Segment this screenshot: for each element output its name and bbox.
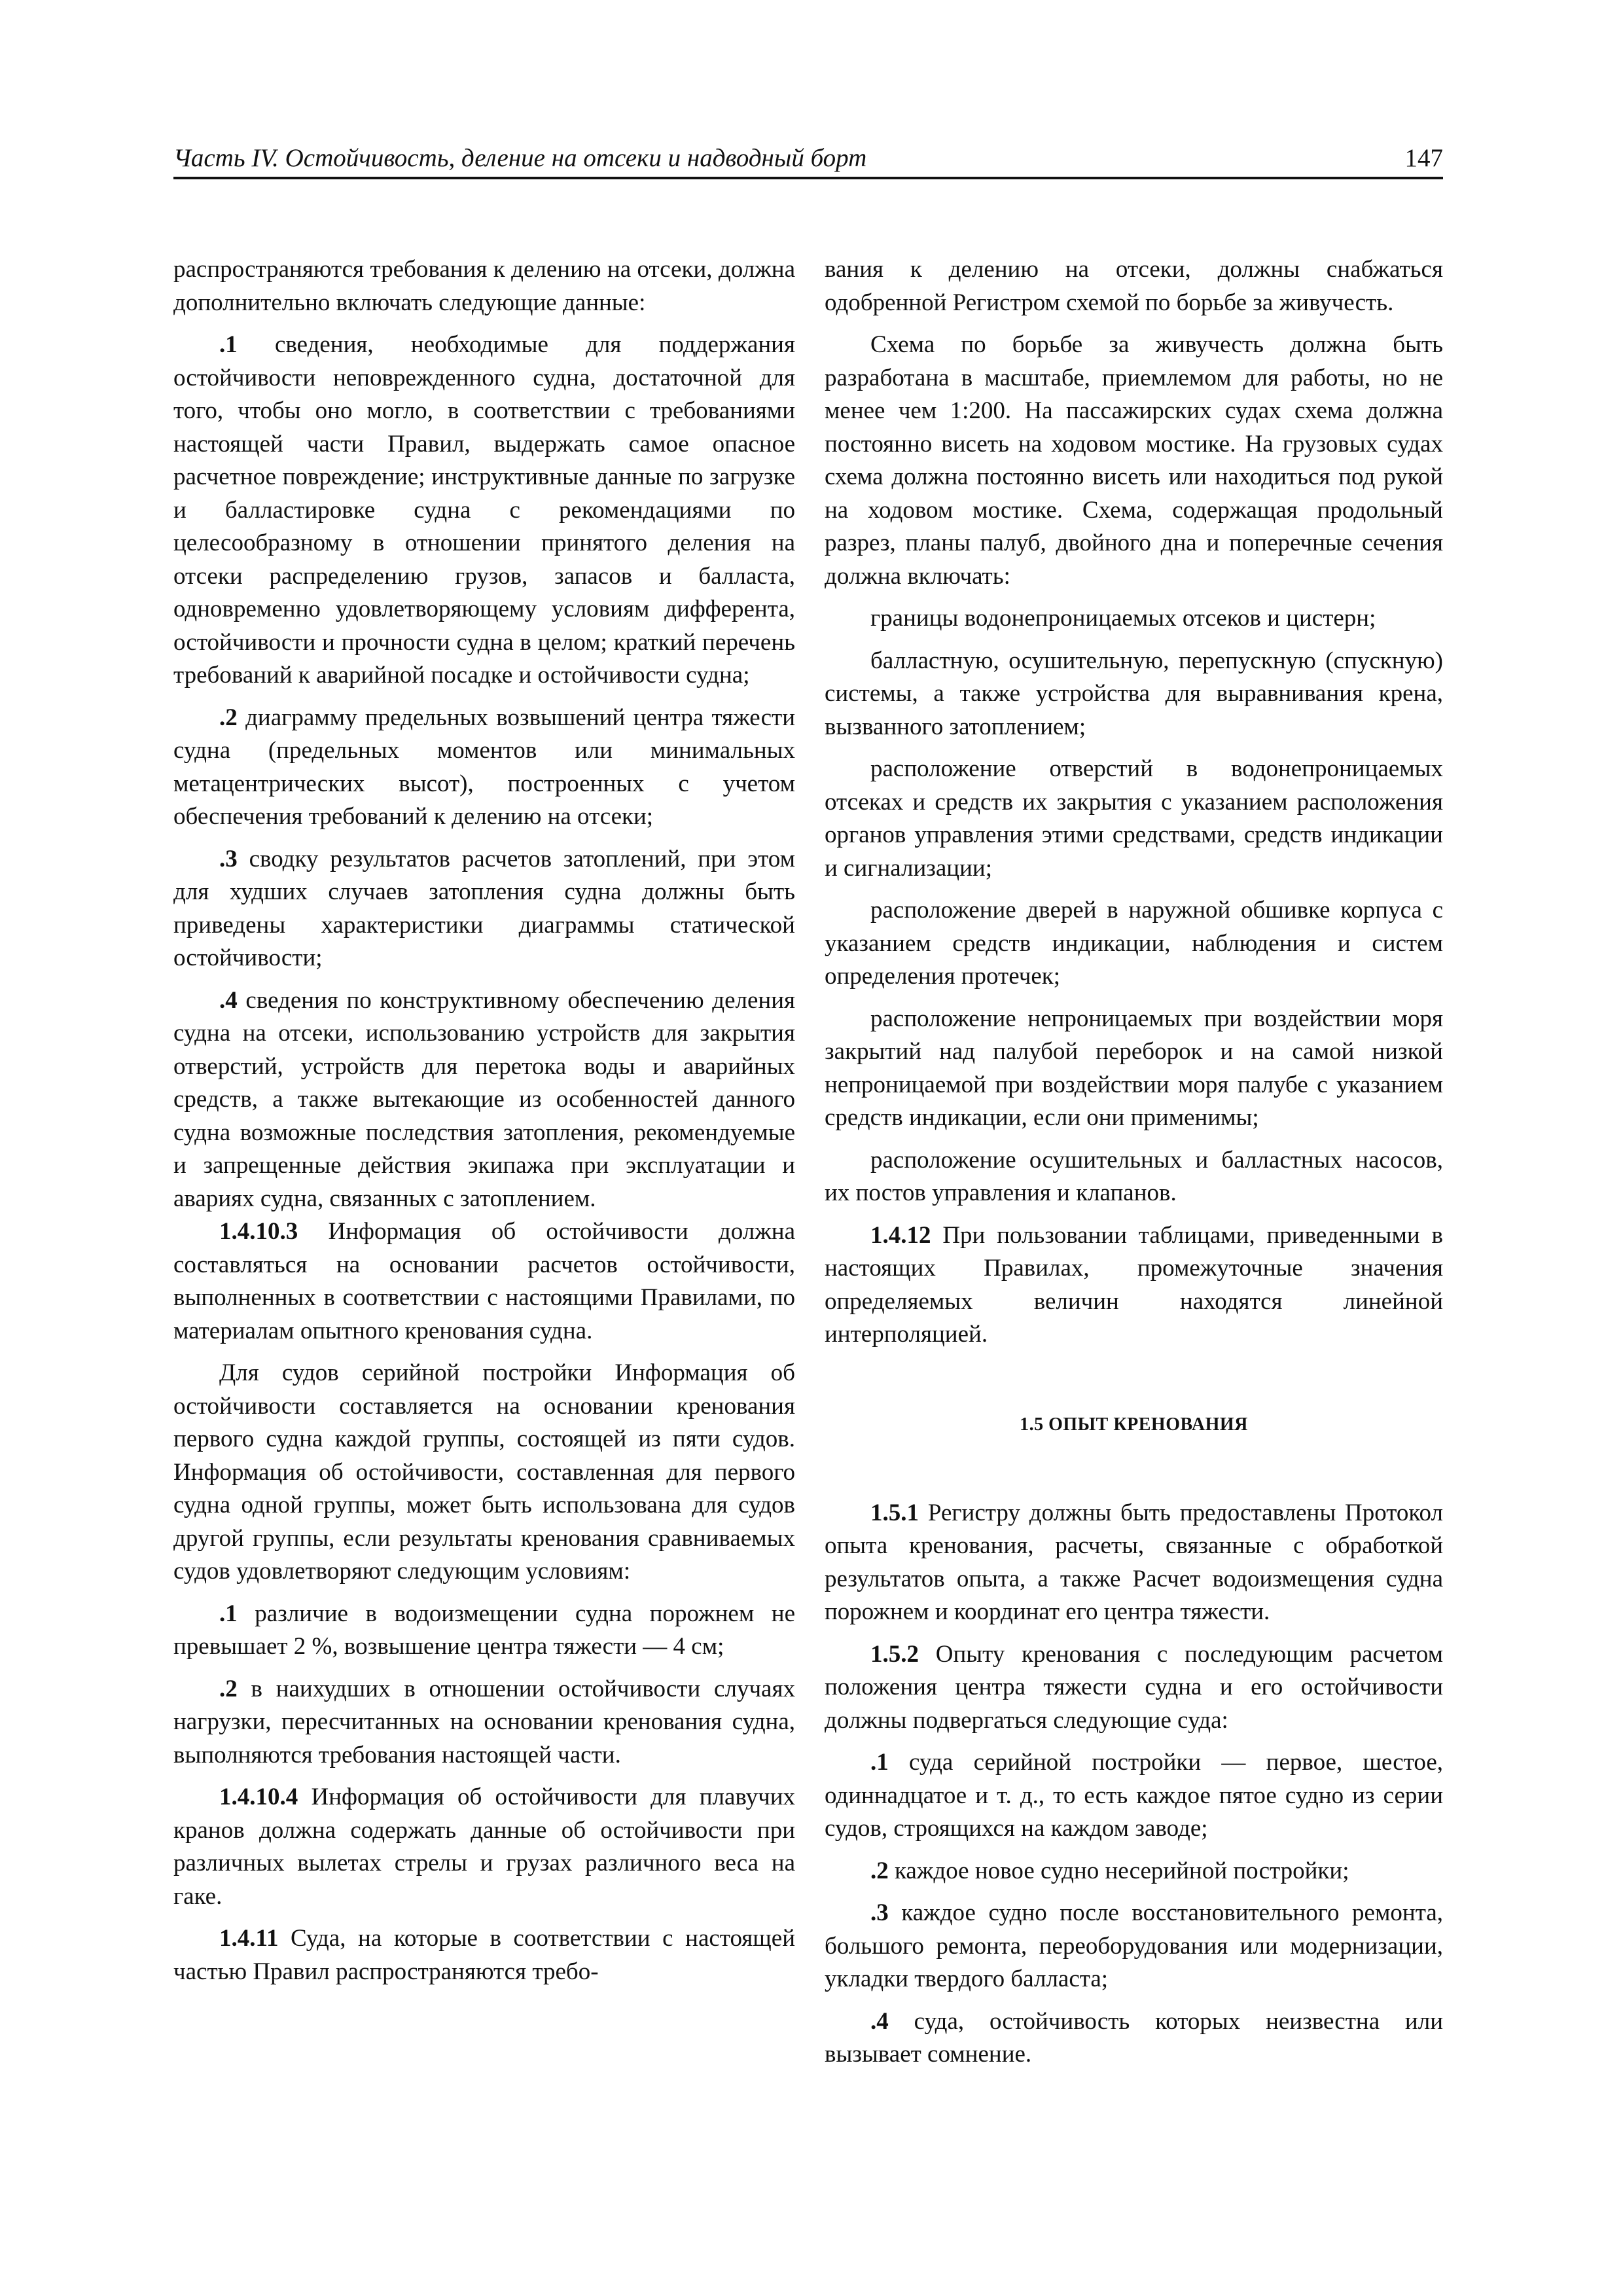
list-item: .2 диаграмму предельных возвышений центра тяжести судна (предельных моментов или минимальных метацентрических высот), построенных с учетом обеспечения требований к делению на отсеки;: [173, 704, 796, 830]
list-item: расположение отверстий в водонепроницаемых отсеках и средств их закрытия с указанием расположения органов управления этими средствами, средств индикации и сигнализации;: [825, 755, 1443, 882]
list-item: границы водонепроницаемых отсеков и цистерн;: [870, 605, 1376, 632]
list-item: .1 суда серийной постройки — первое, шестое, одиннадцатое и т. д., то есть каждое пятое судно из серии судов, строящихся на каждом заводе;: [825, 1749, 1444, 1842]
page-number: 147: [1404, 144, 1443, 172]
header-title: Часть IV. Остойчивость, деление на отсеки и надводный борт: [173, 144, 867, 172]
clause-1-4-10-3: 1.4.10.3 Информация об остойчивости должна составляться на основании расчетов остойчивости, выполненных в соответствии с настоящими Правилами, по материалам опытного кренования судна.: [173, 1218, 795, 1344]
running-header: [173, 137, 1443, 179]
list-item: .4 сведения по конструктивному обеспечению деления судна на отсеки, использованию устройств для закрытия отверстий, устройств для перетока воды и аварийных средств, а также вытекающие из особенностей данного судна возможные последствия затопления, рекомендуемые и запрещенные действия экипажа при эксплуатации и авариях судна, связанных с затоплением.: [173, 986, 796, 1212]
list-item: расположение непроницаемых при воздействии моря закрытий над палубой переборок и на самой низкой непроницаемой при воздействии моря палубе с указанием средств индикации, если они применимы;: [825, 1005, 1443, 1131]
right-column: [825, 253, 1443, 2072]
list-item: .2 каждое новое судно несерийной постройки;: [870, 1857, 1349, 1884]
section-heading: 1.5 ОПЫТ КРЕНОВАНИЯ: [1020, 1414, 1248, 1435]
list-item: .1 сведения, необходимые для поддержания остойчивости неповрежденного судна, достаточной для того, чтобы оно могло, в соответствии с требованиями настоящей части Правил, выдержать самое опасное расчетное повреждение; инструктивные данные по загрузке и балластировке судна с рекомендациями по целесообразному в отношении принятого деления на отсеки распределению грузов, запасов и балласта, одновременно удовлетворяющему условиям дифферента, остойчивости и прочности судна в целом; краткий перечень требований к аварийной посадке и остойчивости судна;: [173, 331, 795, 689]
paragraph: Схема по борьбе за живучесть должна быть разработана в масштабе, приемлемом для работы, но не менее чем 1:200. На пассажирских судах схема должна постоянно висеть на ходовом мостике. На грузовых судах схема должна постоянно висеть или находиться под рукой на ходовом мостике. Схема, содержащая продольный разрез, планы палуб, двойного дна и поперечные сечения должна включать:: [825, 331, 1443, 590]
clause-1-4-10-4: 1.4.10.4 Информация об остойчивости для плавучих кранов должна содержать данные об остойчивости при различных вылетах стрелы и грузах различного веса на гаке.: [173, 1784, 795, 1910]
list-item: расположение дверей в наружной обшивке корпуса с указанием средств индикации, наблюдения и систем определения протечек;: [825, 897, 1443, 990]
left-column: [173, 253, 795, 1988]
clause-1-4-11: 1.4.11 Суда, на которые в соответствии с настоящей частью Правил распространяются требо-: [173, 1925, 795, 1985]
list-item: .1 различие в водоизмещении судна порожнем не превышает 2 %, возвышение центра тяжести — 4 см;: [173, 1600, 795, 1660]
paragraph: распространяются требования к делению на отсеки, должна дополнительно включать следующие данные:: [173, 256, 795, 316]
list-item: балластную, осушительную, перепускную (спускную) системы, а также устройства для выравнивания крена, вызванного затоплением;: [825, 647, 1443, 740]
clause-1-4-12: 1.4.12 При пользовании таблицами, приведенными в настоящих Правилах, промежуточные значения определяемых величин находятся линейной интерполяцией.: [825, 1221, 1443, 1348]
clause-1-5-1: 1.5.1 Регистру должны быть предоставлены Протокол опыта кренования, расчеты, связанные с обработкой результатов опыта, а также Расчет водоизмещения судна порожнем и координат его центра тяжести.: [825, 1499, 1444, 1625]
list-item: расположение осушительных и балластных насосов, их постов управления и клапанов.: [825, 1146, 1443, 1206]
list-item: .3 каждое судно после восстановительного ремонта, большого ремонта, переоборудования или модернизации, укладки твердого балласта;: [825, 1899, 1443, 1992]
clause-1-5-2: 1.5.2 Опыту кренования с последующим расчетом положения центра тяжести судна и его остойчивости должны подвергаться следующие суда:: [825, 1640, 1444, 1734]
list-item: .2 в наихудших в отношении остойчивости случаях нагрузки, пересчитанных на основании кренования судна, выполняются требования настоящей части.: [173, 1675, 795, 1768]
paragraph: вания к делению на отсеки, должны снабжаться одобренной Регистром схемой по борьбе за живучесть.: [825, 256, 1443, 316]
list-item: .4 суда, остойчивость которых неизвестна или вызывает сомнение.: [825, 2007, 1443, 2068]
list-item: .3 сводку результатов расчетов затоплений, при этом для худших случаев затопления судна должны быть приведены характеристики диаграммы статической остойчивости;: [173, 845, 795, 971]
paragraph: Для судов серийной постройки Информация об остойчивости составляется на основании кренования первого судна каждой группы, состоящей из пяти судов. Информация об остойчивости, составленная для первого судна одной группы, может быть использована для судов другой группы, если результаты кренования сравниваемых судов удовлетворяют следующим условиям:: [173, 1359, 795, 1585]
